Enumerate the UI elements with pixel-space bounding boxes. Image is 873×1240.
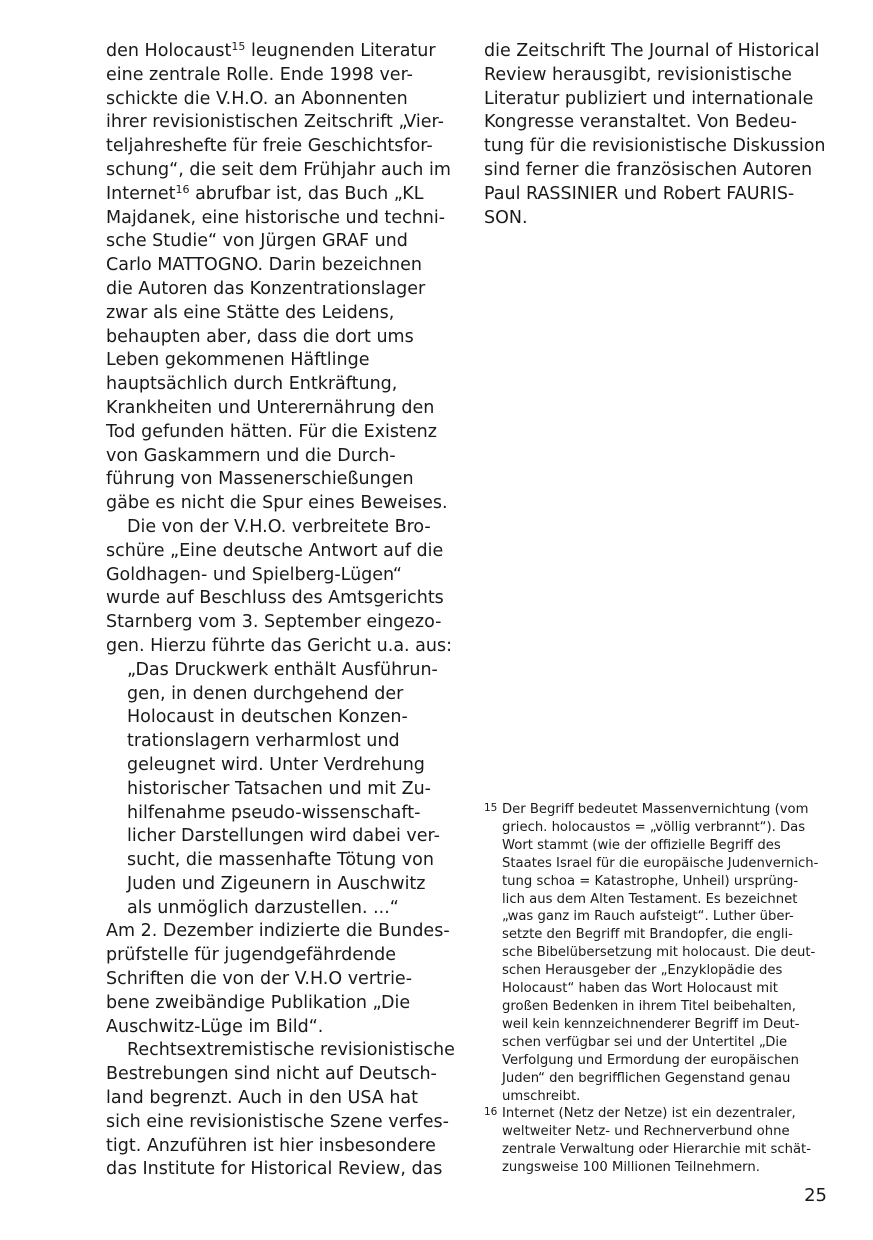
text-line: gen. Hierzu führte das Gericht u.a. aus: — [106, 635, 453, 656]
footnote-15 — [484, 801, 834, 1105]
text-line: sche Studie“ von Jürgen GRAF und — [106, 231, 408, 252]
text-line: Paul RASSINIER und Robert FAURIS- — [484, 183, 795, 204]
text-line: Bestrebungen sind nicht auf Deutsch- — [106, 1064, 437, 1085]
court-quote — [106, 659, 456, 921]
paragraph-brochure — [106, 516, 456, 659]
text-run: Internet — [106, 183, 176, 204]
text-line: eine zentrale Rolle. Ende 1998 ver- — [106, 64, 413, 85]
text-line: die Autoren das Konzentrationslager — [106, 278, 426, 299]
footnote-number: 16 — [484, 1106, 498, 1119]
footnote-line: umschreibt. — [502, 1088, 581, 1104]
text-line: hauptsächlich durch Entkräftung, — [106, 374, 398, 395]
paragraph-indexing — [106, 920, 456, 1039]
text-line: schung“, die seit dem Frühjahr auch im — [106, 159, 451, 180]
footnote-line: großen Bedenken in ihrem Titel beibehalten, — [502, 998, 796, 1014]
text-run: den Holocaust — [106, 41, 232, 61]
footnote-line: zentrale Verwaltung oder Hierarchie mit schät- — [502, 1142, 811, 1158]
text-line: Schriften die von der V.H.O vertrie- — [106, 969, 413, 990]
text-line: „Das Druckwerk enthält Ausführun- — [127, 659, 438, 680]
text-line: trationslagern verharmlost und — [127, 731, 400, 752]
text-run: Der Begriff bedeutet Massenvernichtung (vom — [502, 802, 809, 817]
text-line: Majdanek, eine historische und techni- — [106, 207, 446, 228]
text-line: tung für die revisionistische Diskussion — [484, 136, 826, 157]
text-line: das Institute for Historical Review, das — [106, 1159, 443, 1180]
text-line: Auschwitz-Lüge im Bild“. — [106, 1016, 324, 1037]
footnote-number: 15 — [484, 802, 498, 814]
text-line: Leben gekommenen Häftlinge — [106, 350, 370, 371]
text-line: als unmöglich darzustellen. ...“ — [127, 897, 399, 918]
paragraph-international — [106, 1039, 456, 1182]
text-line: bene zweibändige Publikation „Die — [106, 992, 411, 1013]
footnotes — [484, 801, 834, 1177]
text-line: gäbe es nicht die Spur eines Beweises. — [106, 493, 448, 514]
text-line: sucht, die massenhafte Tötung von — [127, 850, 434, 871]
page-number: 25 — [804, 1185, 827, 1206]
footnote-line: Holocaust“ haben das Wort Holocaust mit — [502, 981, 778, 997]
footnote-line: schen Herausgeber der „Enzyklopädie des — [502, 963, 783, 979]
text-run: leugnenden Literatur — [245, 41, 436, 61]
footnote-line: setzte den Begriff mit Brandopfer, die engli- — [502, 927, 793, 943]
text-line: führung von Massenerschießungen — [106, 469, 414, 490]
text-line: gen, in denen durchgehend der — [127, 683, 404, 704]
text-line: licher Darstellungen wird dabei ver- — [127, 826, 440, 847]
text-line: Kongresse veranstaltet. Von Bedeu- — [484, 112, 797, 133]
text-line: Carlo MATTOGNO. Darin bezeichnen — [106, 255, 422, 276]
footnote-ref-15[interactable]: 15 — [231, 40, 246, 53]
text-line: geleugnet wird. Unter Verdrehung — [127, 754, 425, 775]
text-line: wurde auf Beschluss des Amtsgerichts — [106, 588, 444, 609]
footnote-line: weil kein kennzeichnenderer Begriff im Deut- — [502, 1016, 800, 1032]
footnote-line: Verfolgung und Ermordung der europäischen — [502, 1052, 799, 1068]
text-line: prüfstelle für jugendgefährdende — [106, 945, 396, 966]
footnote-line — [484, 801, 834, 819]
text-line: Goldhagen- und Spielberg-Lügen“ — [106, 564, 402, 585]
text-line: land begrenzt. Auch in den USA hat — [106, 1088, 419, 1109]
text-line: zwar als eine Stätte des Leidens, — [106, 302, 395, 323]
text-line: hilfenahme pseudo-wissenschaft- — [127, 802, 421, 823]
text-line: Die von der V.H.O. verbreitete Bro- — [127, 516, 431, 537]
text-line: Tod gefunden hätten. Für die Existenz — [106, 421, 437, 442]
footnote-line: „was ganz im Rauch aufsteigt“. Luther über- — [502, 909, 794, 925]
text-line: schickte die V.H.O. an Abonnenten — [106, 88, 408, 109]
text-run: abrufbar ist, das Buch „KL — [189, 183, 424, 204]
footnote-ref-16[interactable]: 16 — [175, 182, 190, 196]
footnote-line: griech. holocaustos = „völlig verbrannt“). Das — [502, 819, 806, 835]
text-line: teljahreshefte für freie Geschichtsfor- — [106, 136, 433, 157]
right-column — [484, 40, 834, 230]
text-line: Starnberg vom 3. September eingezo- — [106, 612, 442, 633]
paragraph-journal — [484, 40, 834, 230]
text-run: Internet (Netz der Netze) ist ein dezentraler, — [502, 1106, 796, 1122]
text-line: die Zeitschrift The Journal of Historical — [484, 41, 820, 61]
text-line: historischer Tatsachen und mit Zu- — [127, 778, 431, 799]
text-line: Review herausgibt, revisionistische — [484, 64, 792, 85]
text-line: behaupten aber, dass die dort ums — [106, 326, 414, 347]
footnote-line: sche Bibelübersetzung mit holocaust. Die deut- — [502, 945, 816, 961]
text-line: Rechtsextremistische revisionistische — [127, 1040, 455, 1061]
footnote-line: Wort stammt (wie der offizielle Begriff des — [502, 837, 781, 853]
footnote-line: lich aus dem Alten Testament. Es bezeichnet — [502, 891, 798, 907]
footnote-line: tung schoa = Katastrophe, Unheil) ursprüng- — [502, 873, 799, 889]
text-line: Literatur publiziert und internationale — [484, 88, 814, 109]
text-line: von Gaskammern und die Durch- — [106, 445, 396, 466]
footnote-line: zungsweise 100 Millionen Teilnehmern. — [502, 1160, 760, 1176]
text-line: Am 2. Dezember indizierte die Bundes- — [106, 921, 450, 942]
footnote-line: schen verfügbar sei und der Untertitel „Die — [502, 1034, 788, 1050]
paragraph-holocaust-literature — [106, 40, 456, 516]
footnote-line — [484, 1105, 834, 1123]
text-line: SON. — [484, 207, 528, 228]
text-line — [106, 183, 456, 207]
text-line: Holocaust in deutschen Konzen- — [127, 707, 408, 728]
text-line: ihrer revisionistischen Zeitschrift „Vier- — [106, 112, 444, 133]
text-line: sind ferner die französischen Autoren — [484, 159, 813, 180]
footnote-line: Juden“ den begrifflichen Gegenstand genau — [502, 1070, 791, 1086]
footnote-line: Staates Israel für die europäische Judenvernich- — [502, 855, 819, 871]
text-line: sich eine revisionistische Szene verfes- — [106, 1111, 449, 1132]
footnote-16 — [484, 1105, 834, 1177]
text-line — [106, 40, 456, 64]
text-line: Krankheiten und Unterernährung den — [106, 397, 435, 418]
footnote-line: weltweiter Netz- und Rechnerverbund ohne — [502, 1124, 790, 1140]
text-line: tigt. Anzuführen ist hier insbesondere — [106, 1135, 436, 1156]
text-line: schüre „Eine deutsche Antwort auf die — [106, 540, 444, 561]
left-column — [106, 40, 456, 1182]
text-line: Juden und Zigeunern in Auschwitz — [127, 873, 426, 894]
